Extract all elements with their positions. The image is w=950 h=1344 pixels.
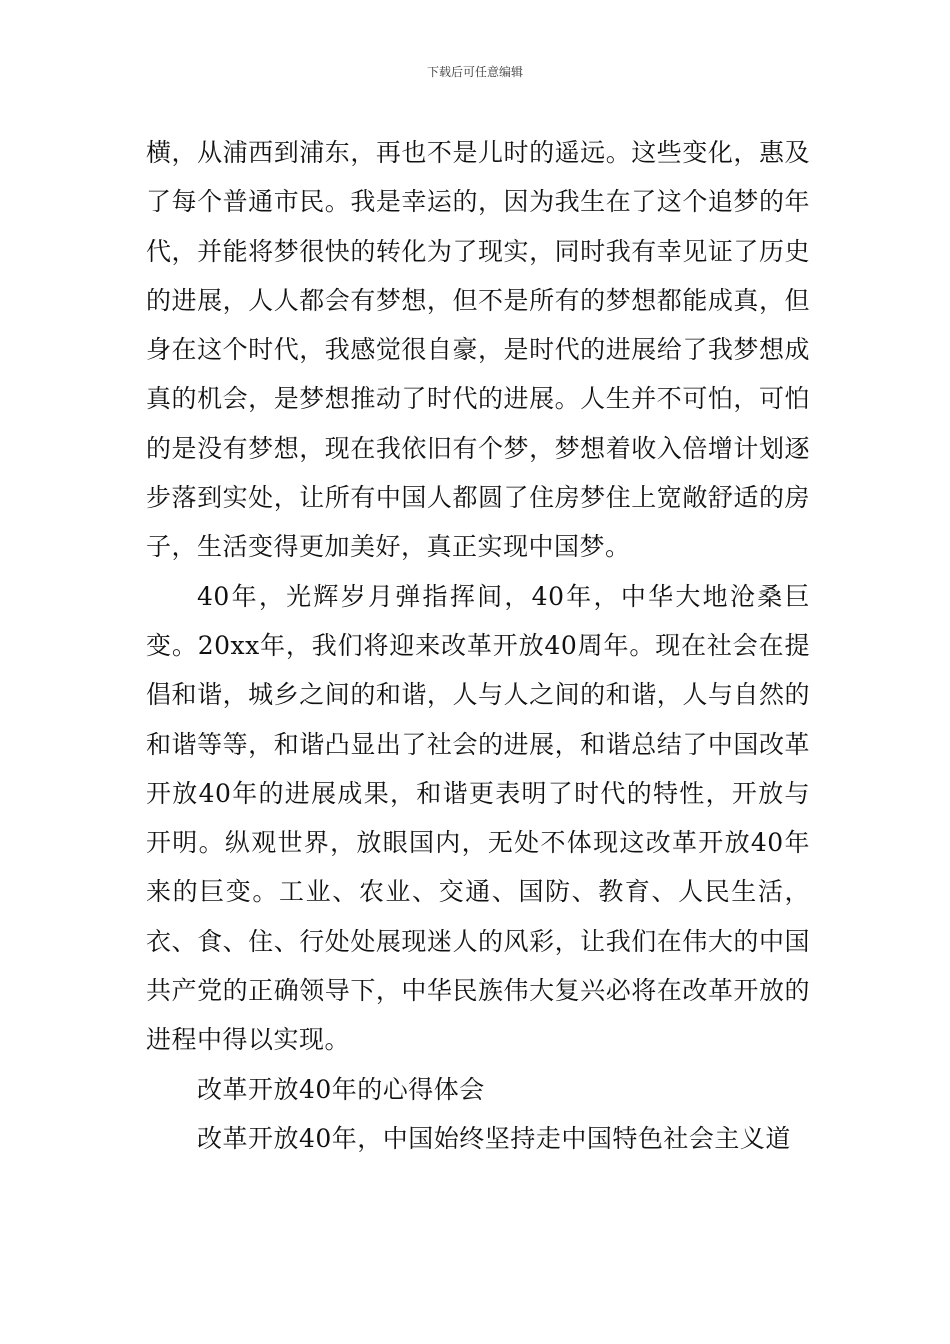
document-body — [146, 128, 810, 1163]
section-title: 改革开放40年的心得体会 — [197, 1074, 485, 1104]
paragraph-reform-40-years: 40年，光辉岁月弹指挥间，40年，中华大地沧桑巨变。20xx年，我们将迎来改革开放40周年。现在社会在提倡和谐，城乡之间的和谐，人与人之间的和谐，人与自然的和谐等等，和谐凸显出了社会的进展，和谐总结了中国改革开放40年的进展成果，和谐更表明了时代的特性，开放与开明。纵观世界，放眼国内，无处不体现这改革开放40年来的巨变。工业、农业、交通、国防、教育、人民生活，衣、食、住、行处处展现迷人的风彩，让我们在伟大的中国共产党的正确领导下，中华民族伟大复兴必将在改革开放的进程中得以实现。 — [146, 581, 810, 1055]
paragraph-reform-opening: 改革开放40年，中国始终坚持走中国特色社会主义道 — [197, 1123, 791, 1153]
paragraph-continued: 横，从浦西到浦东，再也不是儿时的遥远。这些变化，惠及了每个普通市民。我是幸运的，因为我生在了这个追梦的年代，并能将梦很快的转化为了现实，同时我有幸见证了历史的进展，人人都会有梦想，但不是所有的梦想都能成真，但身在这个时代，我感觉很自豪，是时代的进展给了我梦想成真的机会，是梦想推动了时代的进展。人生并不可怕，可怕的是没有梦想，现在我依旧有个梦，梦想着收入倍增计划逐步落到实处，让所有中国人都圆了住房梦住上宽敞舒适的房子，生活变得更加美好，真正实现中国梦。 — [146, 138, 810, 562]
header-note: 下载后可任意编辑 — [426, 65, 523, 79]
